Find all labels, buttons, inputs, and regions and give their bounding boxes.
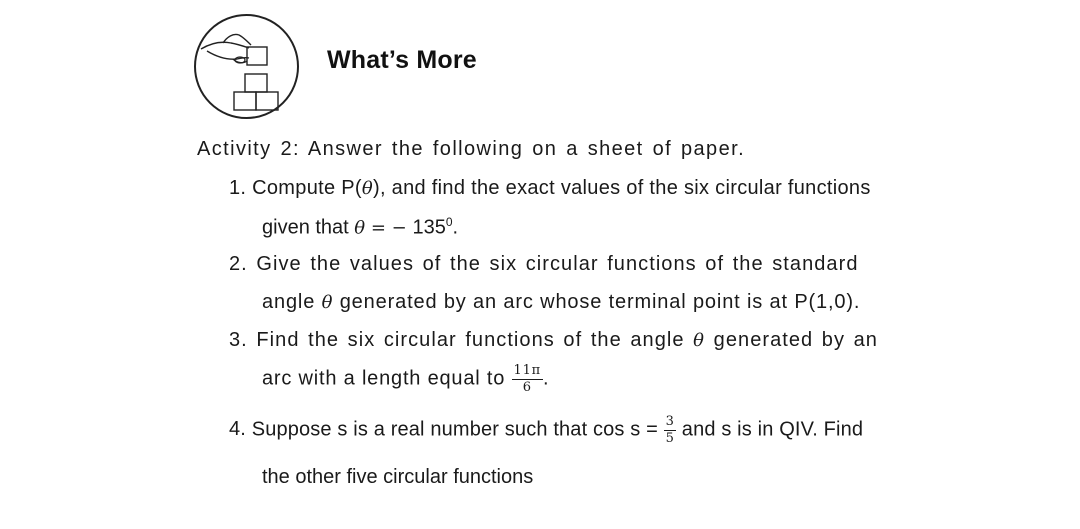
fraction-11pi-over-6: $\frac{11\pi}{6}$	[513, 363, 542, 395]
hand-stacking-blocks-icon	[193, 13, 300, 120]
item-2-line-2: angle θ generated by an arc whose terminal point is at P(1,0).	[262, 291, 861, 313]
item-2-line-1: 2. Give the values of the six circular functions of the standard	[229, 253, 859, 275]
item-3-line-1: 3. Find the six circular functions of the angle θ generated by an	[229, 329, 878, 351]
section-title: What’s More	[327, 46, 477, 74]
item-4-line-1: 4. Suppose s is a real number such that cos s = $\frac{3}{5}$ and s is in QIV. Find	[229, 414, 864, 446]
item-1-line-2: given that θ = − $135^0$.	[262, 215, 459, 239]
item-4-line-2: the other five circular functions	[262, 466, 534, 488]
fraction-3-over-5: $\frac{3}{5}$	[665, 414, 675, 446]
item-3-line-2: arc with a length equal to $\frac{11\pi}{6}$ .	[262, 363, 550, 395]
item-1-line-1: 1. Compute P(θ), and find the exact values of the six circular functions	[229, 177, 871, 199]
activity-instruction: Activity 2: Answer the following on a sheet of paper.	[197, 138, 746, 160]
